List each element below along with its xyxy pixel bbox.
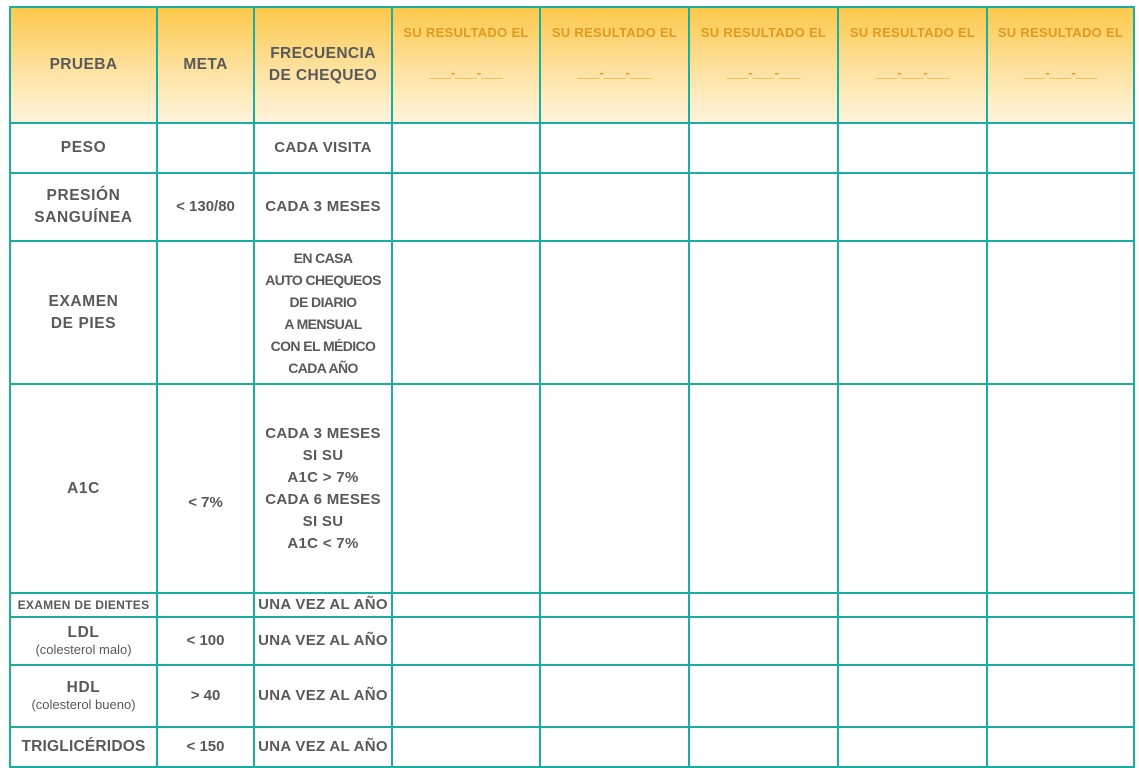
frequency-line: SI SU bbox=[302, 446, 344, 464]
frequency-line: SI SU bbox=[302, 512, 344, 530]
frequency-cell bbox=[254, 727, 392, 767]
test-cell: A1C bbox=[10, 384, 157, 593]
test-cell: EXAMEN DE DIENTES bbox=[10, 593, 157, 617]
goal-cell bbox=[157, 241, 254, 384]
result-input-cell[interactable] bbox=[689, 241, 838, 384]
test-cell: PESO bbox=[10, 123, 157, 173]
result-input-cell[interactable] bbox=[392, 617, 540, 665]
header-result-date-blank: ___-___-___ bbox=[429, 65, 503, 80]
frequency-cell bbox=[254, 241, 392, 384]
diabetes-tracking-table bbox=[9, 6, 1135, 768]
result-input-cell[interactable] bbox=[392, 665, 540, 727]
goal-cell bbox=[157, 593, 254, 617]
test-line: LDL bbox=[67, 624, 100, 641]
result-input-cell[interactable] bbox=[838, 384, 987, 593]
result-input-cell[interactable] bbox=[838, 593, 987, 617]
frequency-cell bbox=[254, 593, 392, 617]
goal-cell: < 130/80 bbox=[157, 173, 254, 241]
test-line: EXAMEN bbox=[48, 292, 119, 310]
result-input-cell[interactable] bbox=[540, 123, 689, 173]
result-input-cell[interactable] bbox=[689, 665, 838, 727]
header-row bbox=[10, 7, 1134, 123]
result-input-cell[interactable] bbox=[689, 173, 838, 241]
header-frequency-line-2: DE CHEQUEO bbox=[268, 67, 378, 84]
frequency-cell bbox=[254, 665, 392, 727]
result-input-cell[interactable] bbox=[838, 173, 987, 241]
frequency-cell bbox=[254, 173, 392, 241]
test-cell bbox=[10, 173, 157, 241]
result-input-cell[interactable] bbox=[987, 123, 1134, 173]
result-input-cell[interactable] bbox=[392, 593, 540, 617]
frequency-line: A MENSUAL bbox=[284, 315, 362, 332]
result-input-cell[interactable] bbox=[689, 384, 838, 593]
result-input-cell[interactable] bbox=[838, 665, 987, 727]
header-result-date-blank: ___-___-___ bbox=[577, 65, 652, 80]
result-input-cell[interactable] bbox=[838, 123, 987, 173]
test-cell bbox=[10, 617, 157, 665]
header-result-label: SU RESULTADO EL bbox=[551, 25, 678, 40]
result-input-cell[interactable] bbox=[540, 241, 689, 384]
header-result-label: SU RESULTADO EL bbox=[997, 25, 1124, 40]
result-input-cell[interactable] bbox=[689, 617, 838, 665]
result-input-cell[interactable] bbox=[392, 384, 540, 593]
goal-cell bbox=[157, 123, 254, 173]
result-input-cell[interactable] bbox=[987, 593, 1134, 617]
result-input-cell[interactable] bbox=[838, 727, 987, 767]
test-cell: TRIGLICÉRIDOS bbox=[10, 727, 157, 767]
test-line: HDL bbox=[66, 679, 101, 696]
frequency-line: DE DIARIO bbox=[289, 293, 357, 310]
result-input-cell[interactable] bbox=[689, 593, 838, 617]
frequency-line: CADA 3 MESES bbox=[265, 424, 381, 442]
header-result-label: SU RESULTADO EL bbox=[849, 25, 976, 40]
frequency-line: AUTO CHEQUEOS bbox=[265, 271, 381, 288]
header-result-date-blank: ___-___-___ bbox=[726, 65, 801, 80]
result-input-cell[interactable] bbox=[987, 617, 1134, 665]
result-input-cell[interactable] bbox=[987, 665, 1134, 727]
goal-cell: < 100 bbox=[157, 617, 254, 665]
result-input-cell[interactable] bbox=[987, 727, 1134, 767]
frequency-line: CADA VISITA bbox=[274, 139, 372, 156]
table-row-peso bbox=[10, 123, 1134, 173]
frequency-line: CON EL MÉDICO bbox=[270, 337, 376, 354]
table-row-examen-dientes bbox=[10, 593, 1134, 617]
result-input-cell[interactable] bbox=[987, 241, 1134, 384]
table-row-trigliceridos bbox=[10, 727, 1134, 767]
header-result-date-blank: ___-___-___ bbox=[1023, 65, 1098, 80]
result-input-cell[interactable] bbox=[540, 617, 689, 665]
header-result-label: SU RESULTADO EL bbox=[403, 25, 529, 40]
header-frequency bbox=[254, 7, 392, 123]
table-row-presion bbox=[10, 173, 1134, 241]
result-input-cell[interactable] bbox=[392, 241, 540, 384]
header-test: PRUEBA bbox=[10, 7, 157, 123]
result-input-cell[interactable] bbox=[540, 665, 689, 727]
result-input-cell[interactable] bbox=[392, 173, 540, 241]
goal-cell: < 7% bbox=[157, 384, 254, 593]
goal-cell: < 150 bbox=[157, 727, 254, 767]
result-input-cell[interactable] bbox=[392, 727, 540, 767]
test-cell bbox=[10, 241, 157, 384]
table-row-a1c bbox=[10, 384, 1134, 593]
test-line: PRESIÓN bbox=[46, 187, 121, 204]
result-input-cell[interactable] bbox=[540, 727, 689, 767]
result-input-cell[interactable] bbox=[540, 384, 689, 593]
result-input-cell[interactable] bbox=[392, 123, 540, 173]
header-result-5 bbox=[987, 7, 1134, 123]
result-input-cell[interactable] bbox=[838, 617, 987, 665]
frequency-line: UNA VEZ AL AÑO bbox=[258, 596, 388, 613]
result-input-cell[interactable] bbox=[987, 384, 1134, 593]
frequency-line: CADA AÑO bbox=[288, 359, 358, 376]
header-goal: META bbox=[157, 7, 254, 123]
frequency-line: UNA VEZ AL AÑO bbox=[258, 632, 388, 649]
frequency-cell bbox=[254, 384, 392, 593]
frequency-cell bbox=[254, 617, 392, 665]
result-input-cell[interactable] bbox=[689, 727, 838, 767]
header-result-1 bbox=[392, 7, 540, 123]
test-cell bbox=[10, 665, 157, 727]
table-row-ldl bbox=[10, 617, 1134, 665]
result-input-cell[interactable] bbox=[987, 173, 1134, 241]
frequency-line: EN CASA bbox=[293, 249, 353, 266]
result-input-cell[interactable] bbox=[540, 173, 689, 241]
frequency-line: UNA VEZ AL AÑO bbox=[258, 738, 388, 755]
frequency-line: A1C > 7% bbox=[287, 468, 359, 486]
result-input-cell[interactable] bbox=[838, 241, 987, 384]
frequency-line: CADA 6 MESES bbox=[265, 490, 381, 508]
header-result-3 bbox=[689, 7, 838, 123]
header-result-date-blank: ___-___-___ bbox=[875, 65, 950, 80]
test-subtitle: (colesterol malo) bbox=[35, 642, 132, 657]
header-frequency-line-1: FRECUENCIA bbox=[270, 45, 376, 62]
test-line: DE PIES bbox=[50, 314, 117, 332]
goal-cell: > 40 bbox=[157, 665, 254, 727]
header-result-label: SU RESULTADO EL bbox=[700, 25, 827, 40]
result-input-cell[interactable] bbox=[689, 123, 838, 173]
frequency-line: A1C < 7% bbox=[287, 534, 359, 552]
test-subtitle: (colesterol bueno) bbox=[31, 697, 136, 712]
result-input-cell[interactable] bbox=[540, 593, 689, 617]
header-result-4 bbox=[838, 7, 987, 123]
table-row-hdl bbox=[10, 665, 1134, 727]
table-row-examen-pies bbox=[10, 241, 1134, 384]
header-result-2 bbox=[540, 7, 689, 123]
test-line: SANGUÍNEA bbox=[34, 209, 133, 226]
frequency-cell bbox=[254, 123, 392, 173]
frequency-line: CADA 3 MESES bbox=[265, 198, 381, 215]
frequency-line: UNA VEZ AL AÑO bbox=[258, 687, 388, 704]
